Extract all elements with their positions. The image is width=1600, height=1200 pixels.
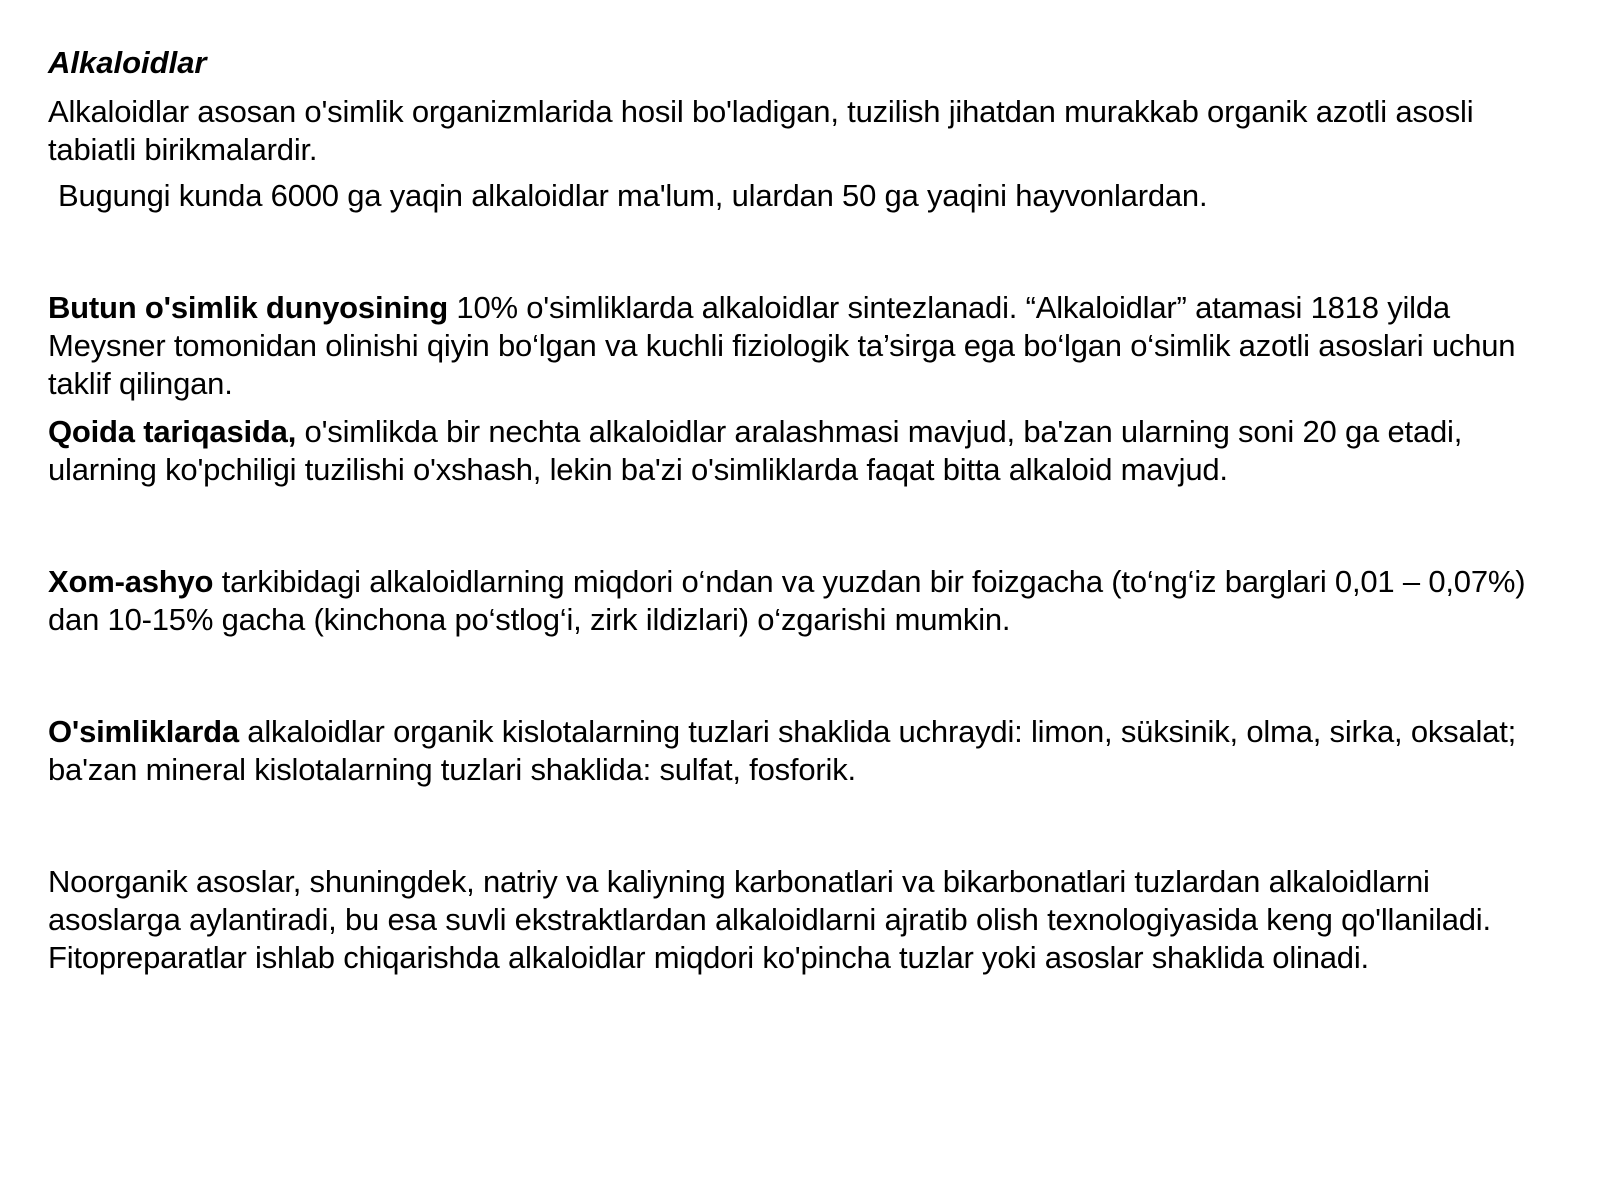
paragraph-synthesis-text: 10% o'simliklarda alkaloidlar sintezlanadi. “Alkaloidlar” atamasi 1818 yilda Meysner tomonidan olinishi qiyin bo‘lgan va kuchli fiziologik ta’sirga ega bo‘lgan o‘simlik azotli asoslari uchun taklif qilingan. <box>48 289 1516 401</box>
slide-content <box>48 44 1548 977</box>
paragraph-raw-material-text: tarkibidagi alkaloidlarning miqdori o‘ndan va yuzdan bir foizgacha (to‘ng‘iz barglari 0,01 – 0,07%) dan 10-15% gacha (kinchona po‘stlog‘i, zirk ildizlari) o‘zgarishi mumkin. <box>48 563 1526 637</box>
paragraph-mixture-lead: Qoida tariqasida, <box>48 413 297 449</box>
paragraph-salts-text: alkaloidlar organik kislotalarning tuzlari shaklida uchraydi: limon, süksinik, olma, sirka, oksalat; ba'zan mineral kislotalarning tuzlari shaklida: sulfat, fosforik. <box>48 713 1517 787</box>
paragraph-salts-lead: O'simliklarda <box>48 713 239 749</box>
paragraph-definition: Alkaloidlar asosan o'simlik organizmlarida hosil bo'ladigan, tuzilish jihatdan murakkab organik azotli asosli tabiatli birikmalardir. <box>48 93 1474 167</box>
paragraph-count: Bugungi kunda 6000 ga yaqin alkaloidlar ma'lum, ulardan 50 ga yaqini hayvonlardan. <box>58 177 1208 213</box>
paragraph-mixture <box>48 413 1548 489</box>
paragraph-salts <box>48 713 1548 789</box>
paragraph-mixture-text: o'simlikda bir nechta alkaloidlar aralashmasi mavjud, ba'zan ularning soni 20 ga etadi, ularning ko'pchiligi tuzilishi o'xshash, lekin ba'zi o'simliklarda faqat bitta alkaloid mavjud. <box>48 413 1463 487</box>
paragraph-raw-material-lead: Xom-ashyo <box>48 563 214 599</box>
paragraph-bases: Noorganik asoslar, shuningdek, natriy va kaliyning karbonatlari va bikarbonatlari tuzlardan alkaloidlarni asoslarga aylantiradi, bu esa suvli ekstraktlardan alkaloidlarni ajratib olish texnologiyasida keng qo'llaniladi. Fitopreparatlar ishlab chiqarishda alkaloidlar miqdori ko'pincha tuzlar yoki asoslar shaklida olinadi. <box>48 863 1491 975</box>
page-title: Alkaloidlar <box>48 45 207 80</box>
paragraph-raw-material <box>48 563 1548 639</box>
paragraph-synthesis <box>48 289 1548 403</box>
paragraph-synthesis-lead: Butun o'simlik dunyosining <box>48 289 448 325</box>
